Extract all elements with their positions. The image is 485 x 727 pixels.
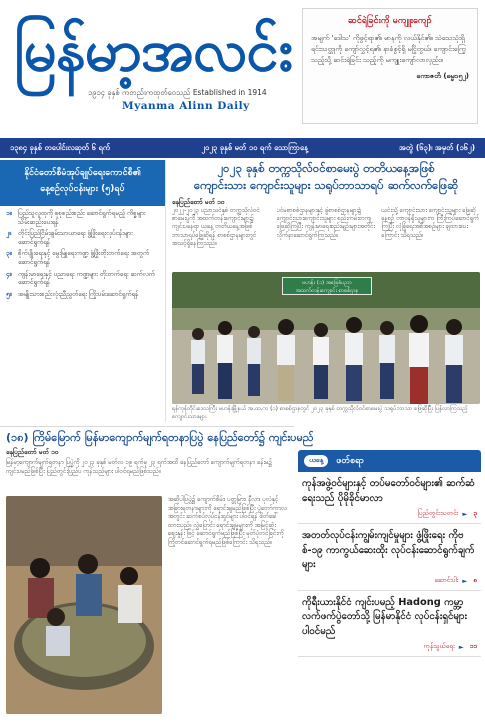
arrow-right-icon: ► [462, 576, 468, 585]
lead-headline-line1[interactable]: ၂၀၂၃ ခုနှစ် တက္ကသိုလ်ဝင်စာမေးပွဲ တတိယနေ့အဖြစ် [217, 161, 435, 175]
index-item-meta [302, 576, 477, 586]
lead-headline-line2[interactable]: ကျောင်းသား ကျောင်းသူများ သရုပ်ဘာသာရပ် ဆက်လက်ဖြေဆို [193, 178, 459, 192]
list-item-text: ကျန်းမာရေးနှင့် ပညာရေး ကဏ္ဍများ တိုးတက်ရေး ဆက်လက်ဆောင်ရွက်ရန် [18, 270, 155, 287]
list-item [6, 291, 159, 300]
index-item-page: ၈ [473, 575, 477, 584]
dhamma-quote-box [302, 8, 478, 124]
list-item-number: ၅။ [6, 290, 12, 298]
quote-text: အမျက် 'ဒေါသ' ကိုဖွင့်ရာ၏၊ မာနကို လယ်နိုင်၏။ သဲသေသုံးရှိရင်းသတ္တုကို ကျော်လွှင့်ရ၏၊ နာခံစွင့်ရှိ မငြိုတွယ်၊ ကျောင်းကြွေသည့်သို့ ဆင်းရဲခြင်း သည့်ကို မကျူးကျော်လာလှည်း။ [311, 34, 466, 64]
exam-center-banner: ဗဟန်း (၁) အခြေခံပညာ အထက်တန်းကျောင်း စာစစ်ဌာန [282, 277, 372, 295]
gems-inspection-photo[interactable] [6, 496, 162, 714]
story2-headline[interactable]: (၁၈) ကြိမ်မြောက် မြန်မာကျောက်မျက်ရတနာပြပွဲ နေပြည်တော်၌ ကျင်းပမည် [0, 426, 294, 445]
sidebar-heading [0, 160, 165, 206]
list-item-number: ၃။ [6, 250, 12, 258]
index-item-title[interactable]: ကိုရီးယားနိုင်ငံ ကျင်းပမည့် Hadong ကမ္ဘာ့လက်ဖက်ပွဲတော်သို့ မြန်မာနိုင်ငံ လုပ်ငန်းရှင်များ ပါဝင်မည် [302, 596, 468, 637]
index-item[interactable] [298, 591, 481, 658]
list-item [6, 250, 159, 267]
list-item [6, 210, 159, 227]
masthead [0, 0, 485, 138]
index-item-section: ပြည်တွင်းသတင်း [417, 509, 459, 517]
sidebar-heading-line1: နိုင်ငံတော်စီမံအုပ်ချုပ်ရေးကောင်စီ၏ [24, 168, 141, 178]
todays-reading-header [298, 450, 481, 472]
myanmar-date: ၁၃၈၄ ခုနှစ် တပေါင်းလဆုတ် ၆ ရက် [10, 142, 111, 152]
list-item-text: စိုက်ပျိုးရေးနှင့် မွေးမြူရေးကဏ္ဍ ဖွံ့ဖြိုးတိုးတက်ရေး အတွက် ဆောင်ရွက်ရန် [18, 250, 149, 266]
exam-students-photo[interactable] [172, 272, 480, 404]
arrow-right-icon: ► [458, 643, 464, 651]
index-item-title[interactable]: အတတ်လုပ်ငန်းကျွမ်းကျင်မှုများ ဖွံ့ဖြိုးရေး ကိုဗစ်-၁၉ ကာကွယ်ဆေးထိုး လုပ်ငန်းဆောင်ရွက်ချက်များ [302, 530, 475, 570]
index-item-section: ဆောင်းပါး [434, 575, 459, 584]
arrow-right-icon: ► [462, 510, 468, 518]
story2-lede: မြန်မာ့ကျောက်မျက်ရတနာ ပြပွဲကို ၂၀၂၃ ခုနှစ် မတ်လ ၁၉ ရက်မှ ၂၃ ရက်အထိ နေပြည်တော် ကျောက်မျက်ရတနာ ခန်းမ၌ ကျင်းပမည်ဖြစ်ပြီး ပြည်တွင်းပြည်ပ ကုန်သည်များ ပါဝင်ရမည်ဖြစ်သည်။ [6, 459, 273, 475]
story2-body: အဆိုပါပြပွဲ၌ ကျောက်စိမ်း၊ ပတ္တမြား၊ နီလာ၊ ပုလဲနှင့် အခြားရတနာများကို ရောင်းချမည်ဖြစ်ပြီး ပွဲတော်ကာလအတွင်း ဆက်စပ်လုပ်ငန်းရှင်များ ပါဝင်ရန် ဖိတ်ခေါ်ထားသည်။ လွှဲပြောင်း ရောင်းချမှုများကို အမြင့်ဆုံးဈေးနှုန်း ဖြင့် ဆောင်ရွက်မည်ဖြစ်ပြီး မှတ်ပုံတင်ခြင်းကို ကြိုတင်ဆောင်ရွက်ရမည်ဖြစ်ကြောင်း သိရသည်။ [168, 496, 287, 546]
sidebar-heading-line2: နေ့စဉ်လုပ်ငန်းများ (၅)ရပ် [40, 184, 125, 194]
list-item-number: ၁။ [6, 210, 12, 217]
council-duties-sidebar [0, 160, 166, 422]
list-item-number: ၂။ [6, 230, 11, 238]
newspaper-logo-title: မြန်မာ့အလင်း [14, 16, 293, 84]
today-pill: ယနေ့ [304, 455, 328, 467]
established-tagline: ၁၉၁၄ ခုနှစ် ကတည်းကထုတ်ဝေသည် Established in 1914 [88, 88, 267, 97]
index-item-meta [302, 509, 477, 519]
lead-column-2: ပင်မစာစစ်ဌာနများနှင့် ခွဲစာစစ်ဌာနများ၌ ကျောင်းသားကျောင်းသူများ စည်းကမ်းတကျ ဖြေဆိုကြပြီး ကျန်းမာရေးစည်းမျဉ်းများအတိုင်း လိုက်နာဆောင်ရွက်ကြသည်။ [276, 207, 376, 239]
todays-reading-index [298, 450, 481, 727]
list-item-text: ပြည်သူလူထုကို စုစုစည်းစည်း ဆောင်ရွက်ရမည့် ကိစ္စများ သိမ်းဆည်းပေးရန် [18, 210, 146, 226]
lead-photo-caption: ရန်ကုန်တိုင်းဒေသကြီး ဗဟန်းမြို့နယ် အ.ထ.က (၁) စာစစ်ဌာနတွင် ၂၀၂၃ ခုနှစ် တက္ကသိုလ်ဝင်စာမေးပွဲ သရုပ်ဘာသာ ဖြေဆိုပြီး ပြန်လာကြသည့် ကျောင်းသားများ [172, 406, 468, 420]
reading-label: ဖတ်စရာ [336, 455, 365, 466]
lead-story [172, 160, 480, 422]
date-bar [0, 138, 485, 158]
list-item-text: တိုင်းပြည်ငြိမ်းချမ်းသာယာရေး ဖွံ့ဖြိုးရေးလုပ်ငန်းများ ဆောင်ရွက်ရန် [18, 230, 133, 246]
list-item-text: အမျိုးသားစည်းလုံးညီညွတ်ရေး ကြိုးပမ်းဆောင်ရွက်ရန် [18, 290, 139, 298]
quote-source: ကောဇတိ (ဓမ္မ၁၅၂) [416, 72, 469, 80]
lead-dateline: နေပြည်တော် မတ် ၁၀ [172, 198, 225, 206]
gregorian-date: ၂၀၂၃ ခုနှစ် မတ် ၁၀ ရက် သောကြာနေ့ [201, 142, 308, 152]
lead-body [172, 207, 480, 267]
list-item [6, 271, 159, 288]
lead-column-1: ၂၀၂၂-၂၀၂၃ ပညာသင်နှစ် တက္ကသိုလ်ဝင်စာမေးပွဲကို အထက်တန်းကျောင်းများ၌ ကျင်းပနေရာ ယနေ့ တတိယနေ့အဖြစ် ဘာသာရပ်ဖြေဆိုရန် စာစစ်ဌာနများတွင် အသင့်ရှိနေကြသည်။ [172, 207, 260, 247]
list-item-number: ၄။ [6, 270, 12, 278]
newspaper-logo-english: Myanma Alinn Daily [122, 100, 250, 112]
gems-emporium-story [0, 426, 314, 727]
quote-title: ဆင်ရဲခြင်းကို မကျူးကျော် [348, 16, 432, 26]
duties-list [0, 206, 165, 299]
list-item [6, 230, 159, 247]
index-item[interactable] [298, 524, 481, 591]
index-item-section: ကုန်သွယ်ရေး [423, 642, 455, 650]
index-item-title[interactable]: ကုန်အဖွဲ့ဝင်များနှင့် တပ်မတော်ဝင်များ၏ ဆက်ဆံရေးသည် ပိုမိုခိုင်မာလာ [302, 478, 475, 504]
index-item-meta [302, 642, 477, 652]
issue-volume: အတွဲ (၆၃)၊ အမှတ် (၁၆၂) [399, 142, 475, 152]
story2-dateline: နေပြည်တော် မတ် ၁၀ [6, 448, 59, 456]
lead-column-3: ယင်းသို့ ကျောင်းသား ကျောင်းသူများ ဖြေဆိုနေစဉ် တာဝန်ရှိသူများက ကြီးကြပ်ဆောင်ရွက်ကြပြီး လုံခြုံရေးအစီအစဉ်များ ချထားပေးကြောင်း သိရသည်။ [381, 207, 480, 239]
index-item-page: ၃ [473, 509, 477, 517]
index-item[interactable] [298, 472, 481, 524]
index-item-page: ၁၁ [469, 642, 477, 650]
jade-inspection-illustration [6, 496, 162, 714]
